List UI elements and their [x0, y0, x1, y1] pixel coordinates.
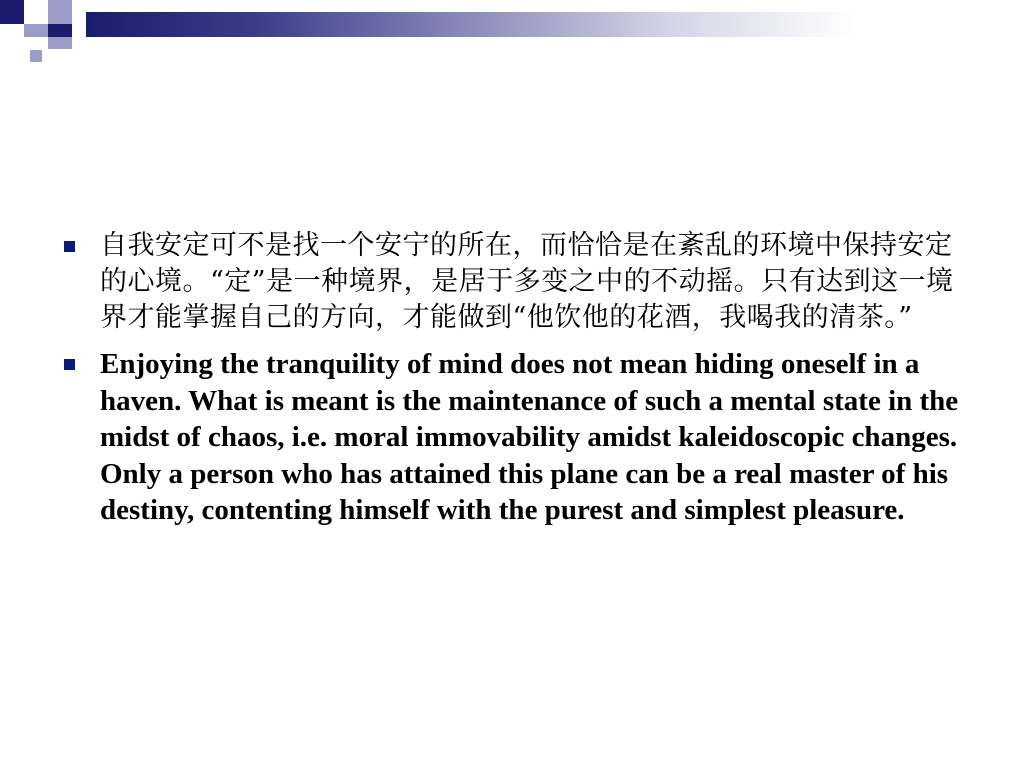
deco-square — [72, 0, 86, 14]
bullet-text-chinese: 自我安定可不是找一个安宁的所在，而恰恰是在紊乱的环境中保持安定的心境。“定”是一种境界，是居于多变之中的不动摇。只有达到这一境界才能掌握自己的方向，才能做到“他饮他的花酒，我喝我的清茶。” — [100, 230, 954, 333]
deco-square — [30, 50, 42, 62]
deco-square — [0, 24, 24, 37]
deco-square — [24, 37, 48, 49]
square-bullet-icon — [64, 241, 75, 252]
deco-square — [24, 0, 48, 24]
header-gradient-bar — [86, 12, 1024, 37]
deco-square — [0, 0, 24, 24]
deco-square — [24, 24, 48, 37]
bullet-list — [62, 228, 967, 539]
bullet-item-english — [62, 346, 967, 529]
header-decoration — [0, 0, 1024, 64]
bullet-item-chinese — [62, 228, 967, 336]
deco-square — [48, 37, 72, 49]
deco-square — [0, 37, 24, 49]
square-bullet-icon — [64, 359, 75, 370]
bullet-text-english: Enjoying the tranquility of mind does not mean hiding oneself in a haven. What is meant is the maintenance of such a mental state in the midst of chaos, i.e. moral immovability amidst kaleidoscopic changes. Only a person who has attained this plane can be a real master of his destiny, contenting himself with the purest and simplest pleasure. — [100, 348, 959, 526]
deco-square — [48, 0, 72, 24]
deco-square — [48, 24, 72, 37]
